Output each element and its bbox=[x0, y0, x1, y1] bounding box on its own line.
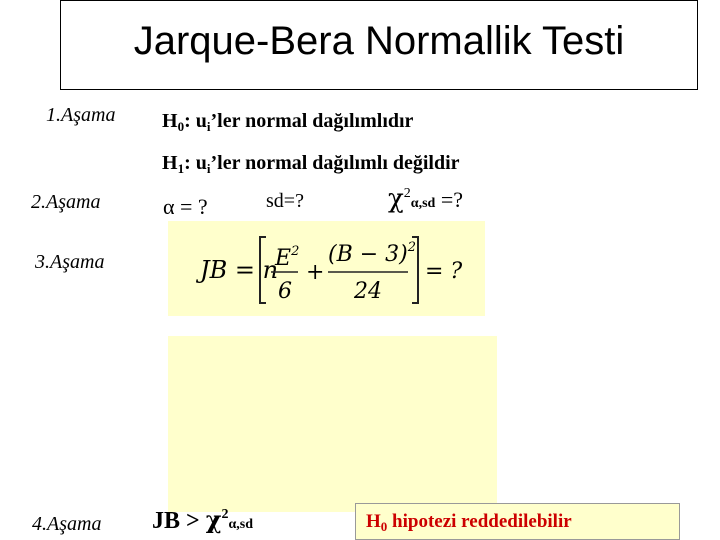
h1-text: : u bbox=[184, 152, 207, 174]
formula-lhs: JB = n bbox=[200, 256, 279, 284]
formula-rhs: = ? bbox=[425, 259, 463, 284]
h0-rest: ’ler normal dağılımlıdır bbox=[210, 110, 414, 132]
h0-i-subscript: i bbox=[206, 119, 211, 134]
h1-i-subscript: i bbox=[206, 161, 211, 176]
step-2-label: 2.Aşama bbox=[31, 191, 101, 213]
jb-formula-panel bbox=[168, 221, 485, 316]
jb-formula bbox=[168, 221, 485, 316]
fraction2-denominator: 24 bbox=[354, 279, 382, 304]
chi-subscript: α,sd bbox=[410, 196, 436, 211]
chi-superscript: 2 bbox=[403, 186, 411, 201]
result-h-subscript: 0 bbox=[380, 519, 388, 534]
h0-text: : u bbox=[184, 110, 207, 132]
fraction1-numerator: $E^2$ bbox=[275, 244, 300, 271]
h1-hypothesis bbox=[162, 152, 460, 177]
jb-greater: JB > bbox=[152, 508, 206, 534]
result-text bbox=[366, 511, 572, 535]
alpha-question: α = ? bbox=[163, 194, 208, 219]
title-box bbox=[60, 0, 698, 90]
h0-hypothesis bbox=[162, 110, 413, 135]
step4-chi-symbol: χ bbox=[205, 505, 222, 534]
h0-subscript: 0 bbox=[177, 119, 185, 134]
h1-rest: ’ler normal dağılımlı değildir bbox=[210, 152, 460, 174]
step4-chi-superscript: 2 bbox=[221, 507, 229, 522]
page-title: Jarque-Bera Normallik Testi bbox=[133, 19, 625, 63]
h1-symbol: H bbox=[162, 152, 178, 174]
chi-symbol: χ bbox=[388, 184, 404, 214]
chi-square-question bbox=[388, 184, 463, 214]
chi-equals: =? bbox=[435, 187, 463, 212]
h1-subscript: 1 bbox=[177, 161, 185, 176]
step-1-label: 1.Aşama bbox=[46, 104, 116, 126]
step4-chi-subscript: α,sd bbox=[228, 517, 254, 532]
result-box bbox=[355, 503, 680, 540]
computation-panel bbox=[168, 336, 497, 512]
result-message: hipotezi reddedilebilir bbox=[387, 511, 572, 532]
step-3-label: 3.Aşama bbox=[35, 251, 105, 273]
fraction1-denominator: 6 bbox=[278, 279, 292, 304]
sd-question: sd=? bbox=[266, 190, 304, 212]
jb-comparison bbox=[152, 505, 253, 535]
fraction2-numerator: $(B - 3)^2$ bbox=[328, 240, 417, 267]
formula-plus: + bbox=[306, 260, 325, 285]
result-h: H bbox=[366, 511, 381, 532]
h0-symbol: H bbox=[162, 110, 178, 132]
step-4-label: 4.Aşama bbox=[32, 513, 102, 535]
